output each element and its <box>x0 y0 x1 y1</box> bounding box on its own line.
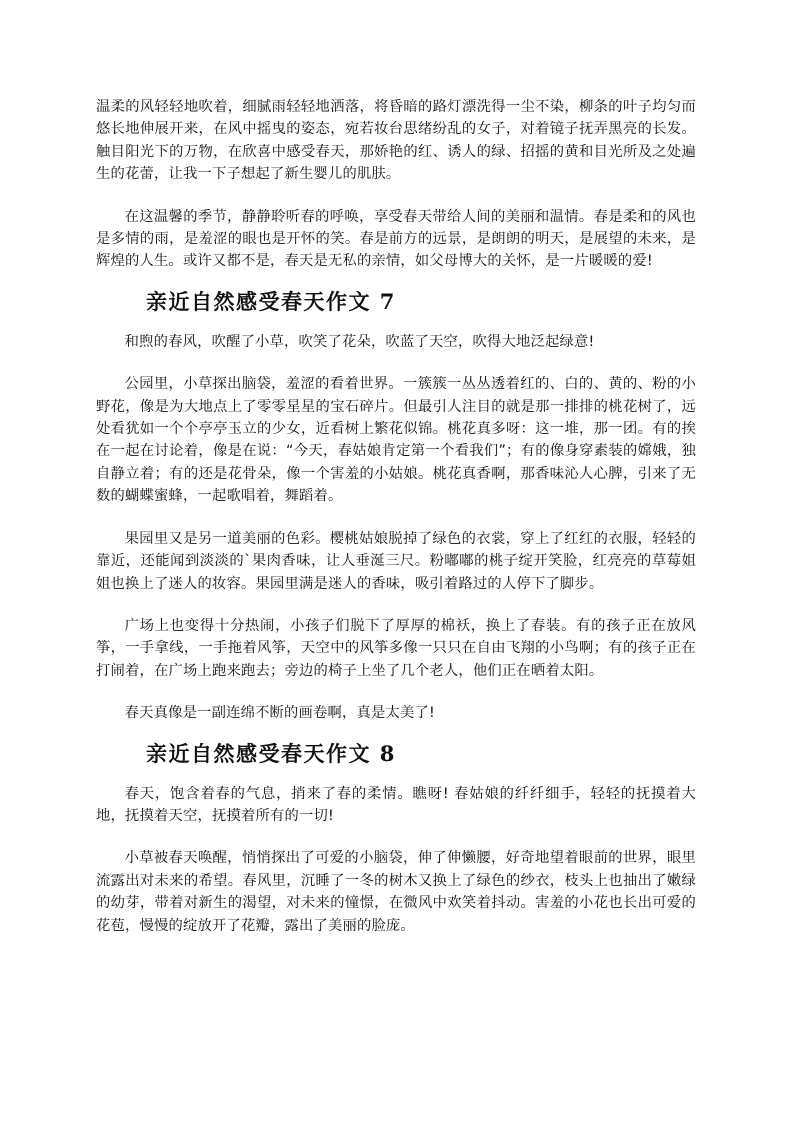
paragraph: 春天真像是一副连绵不断的画卷啊，真是太美了! <box>124 705 435 722</box>
essay-heading-7: 亲近自然感受春天作文 7 <box>146 288 396 314</box>
essay-heading-8: 亲近自然感受春天作文 8 <box>146 740 396 766</box>
paragraph: 和煦的春风，吹醒了小草，吹笑了花朵，吹蓝了天空，吹得大地泛起绿意! <box>124 333 595 350</box>
paragraph: 公园里，小草探出脑袋，羞涩的看着世界。一簇簇一丛丛透着红的、白的、黄的、粉的小野花，像是为大地点上了零零星星的宝石碎片。但最引人注目的就是那一排排的桃花树了，远处看犹如一个个亭亭玉立的少女，近看树上繁花似锦。桃花真多呀：这一堆，那一团。有的挨在一起在讨论着，像是在说：“今天，春姑娘肯定第一个看我们”；有的像身穿素装的嫦娥，独自静立着；有的还是花骨朵，像一个害羞的小姑娘。桃花真香啊，那香味沁人心脾，引来了无数的蝴蝶蜜蜂，一起歌唱着，舞蹈着。 <box>96 376 696 505</box>
paragraph: 温柔的风轻轻地吹着，细腻雨轻轻地洒落，将昏暗的路灯漂洗得一尘不染，柳条的叶子均匀而悠长地伸展开来，在风中摇曳的姿态，宛若妆台思绪纷乱的女子，对着镜子抚弄黑亮的长发。触目阳光下的万物，在欣喜中感受春天，那娇艳的红、诱人的绿、招摇的黄和目光所及之处遍生的花蕾，让我一下子想起了新生婴儿的肌肤。 <box>96 99 696 183</box>
paragraph: 果园里又是另一道美丽的色彩。樱桃姑娘脱掉了绿色的衣裳，穿上了红红的衣服，轻轻的靠近，还能闻到淡淡的`果肉香味，让人垂涎三尺。粉嘟嘟的桃子绽开笑脸，红亮亮的草莓姐姐也换上了迷人的妆容。果园里满是迷人的香味，吸引着路过的人停下了脚步。 <box>96 530 696 592</box>
paragraph: 广场上也变得十分热闹，小孩子们脱下了厚厚的棉袄，换上了春装。有的孩子正在放风筝，一手拿线，一手拖着风筝，天空中的风筝多像一只只在自由飞翔的小鸟啊；有的孩子正在打闹着，在广场上跑来跑去；旁边的椅子上坐了几个老人，他们正在晒着太阳。 <box>96 617 696 679</box>
document-page <box>96 96 696 937</box>
paragraph: 在这温馨的季节，静静聆听春的呼唤，享受春天带给人间的美丽和温情。春是柔和的风也是多情的雨，是羞涩的眼也是开怀的笑。春是前方的远景，是朗朗的明天，是展望的未来，是辉煌的人生。或许又都不是，春天是无私的亲情，如父母博大的关怀，是一片暖暖的爱! <box>96 208 696 270</box>
paragraph: 小草被春天唤醒，悄悄探出了可爱的小脑袋，伸了伸懒腰，好奇地望着眼前的世界，眼里流露出对未来的希望。春风里，沉睡了一冬的树木又换上了绿色的纱衣，枝头上也抽出了嫩绿的幼芽，带着对新生的渴望，对未来的憧憬，在微风中欢笑着抖动。害羞的小花也长出可爱的花苞，慢慢的绽放开了花瓣，露出了美丽的脸庞。 <box>96 850 696 934</box>
paragraph: 春天，饱含着春的气息，捎来了春的柔情。瞧呀! 春姑娘的纤纤细手，轻轻的抚摸着大地，抚摸着天空，抚摸着所有的一切! <box>96 785 696 824</box>
